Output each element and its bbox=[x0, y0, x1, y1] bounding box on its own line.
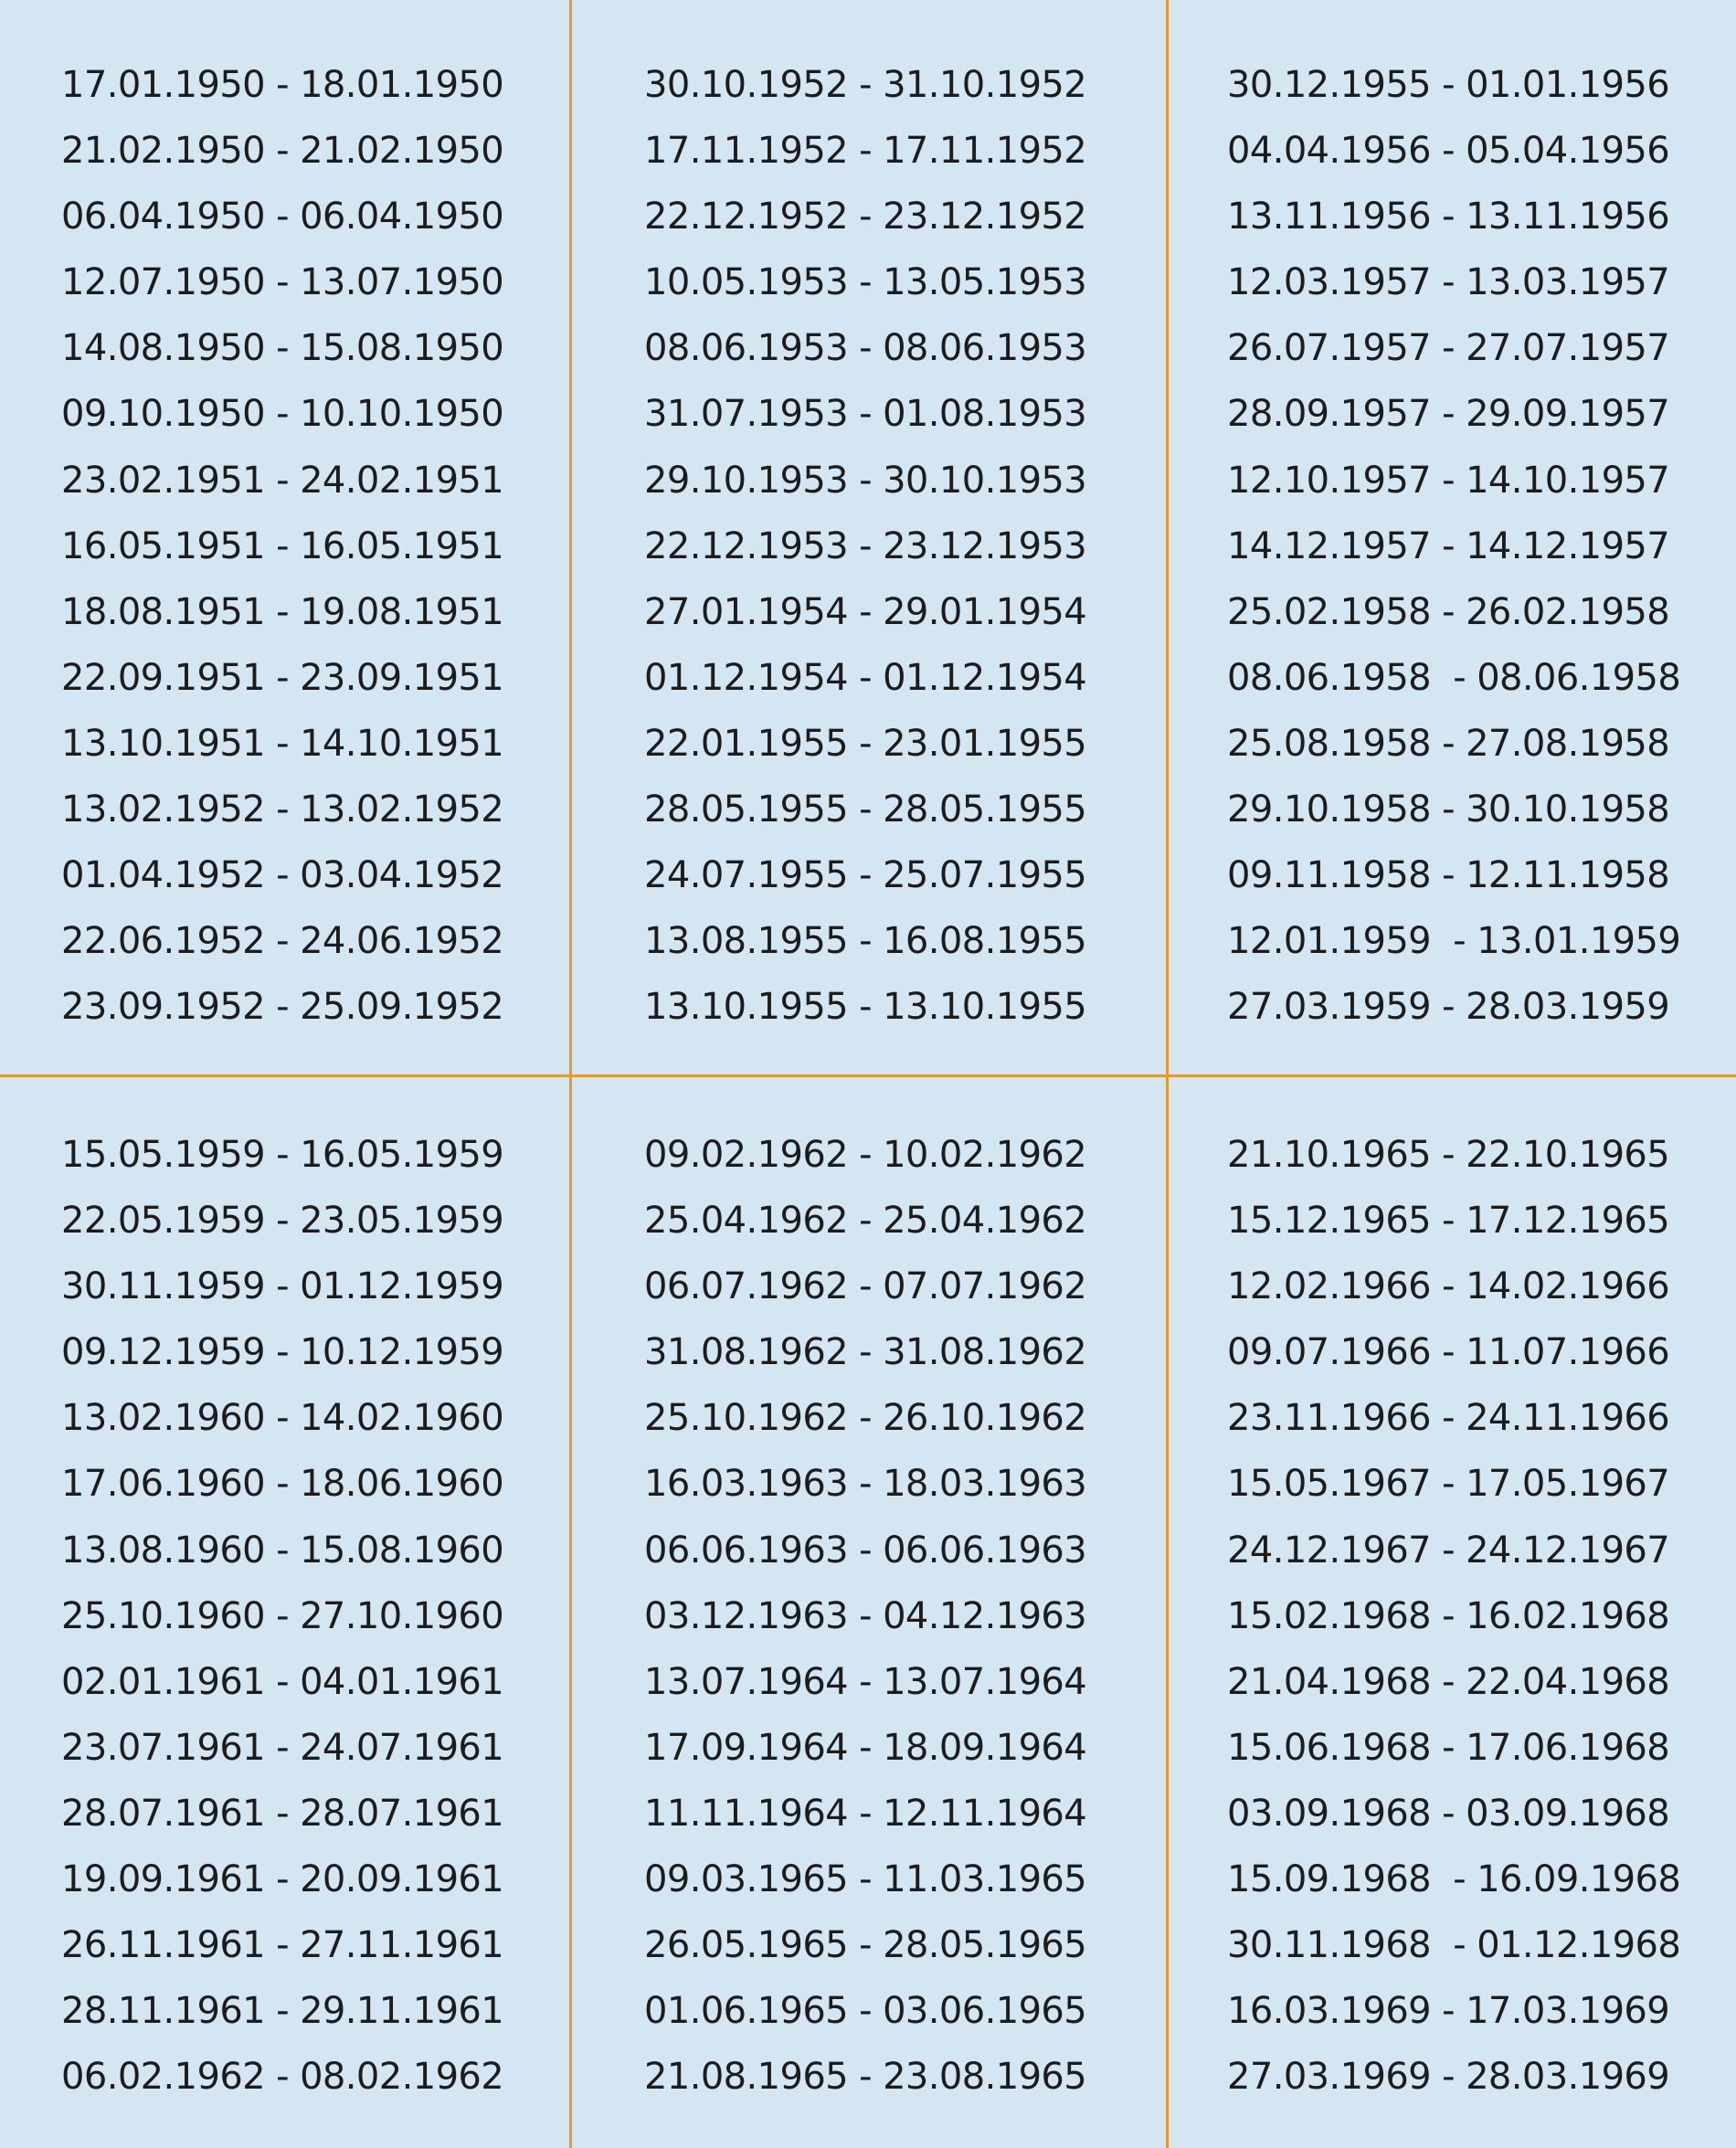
date-range-item: 22.09.1951 - 23.09.1951 bbox=[61, 656, 504, 699]
date-range-item: 04.04.1956 - 05.04.1956 bbox=[1227, 130, 1670, 173]
date-range-item: 22.12.1953 - 23.12.1953 bbox=[644, 524, 1087, 567]
date-range-item: 21.08.1965 - 23.08.1965 bbox=[644, 2056, 1087, 2099]
date-range-item: 26.05.1965 - 28.05.1965 bbox=[644, 1924, 1087, 1967]
date-range-item: 13.11.1956 - 13.11.1956 bbox=[1227, 196, 1670, 238]
date-range-item: 25.10.1962 - 26.10.1962 bbox=[644, 1397, 1087, 1440]
date-range-item: 22.06.1952 - 24.06.1952 bbox=[61, 920, 504, 963]
date-range-item: 27.03.1969 - 28.03.1969 bbox=[1227, 2056, 1670, 2099]
date-range-item: 02.01.1961 - 04.01.1961 bbox=[61, 1660, 504, 1703]
date-range-item: 13.02.1952 - 13.02.1952 bbox=[61, 788, 504, 831]
date-range-item: 27.03.1959 - 28.03.1959 bbox=[1227, 986, 1670, 1029]
date-range-item: 15.02.1968 - 16.02.1968 bbox=[1227, 1594, 1670, 1637]
date-range-item: 13.08.1960 - 15.08.1960 bbox=[61, 1529, 504, 1571]
date-range-item: 15.12.1965 - 17.12.1965 bbox=[1227, 1200, 1670, 1243]
date-range-item: 25.04.1962 - 25.04.1962 bbox=[644, 1200, 1087, 1243]
date-range-item: 17.09.1964 - 18.09.1964 bbox=[644, 1726, 1087, 1769]
date-range-item: 01.06.1965 - 03.06.1965 bbox=[644, 1990, 1087, 2033]
date-range-item: 15.06.1968 - 17.06.1968 bbox=[1227, 1726, 1670, 1769]
date-range-item: 12.01.1959 - 13.01.1959 bbox=[1227, 920, 1681, 963]
date-range-item: 11.11.1964 - 12.11.1964 bbox=[644, 1792, 1087, 1835]
date-range-item: 26.07.1957 - 27.07.1957 bbox=[1227, 327, 1670, 370]
date-range-item: 22.01.1955 - 23.01.1955 bbox=[644, 722, 1087, 765]
date-range-item: 28.11.1961 - 29.11.1961 bbox=[61, 1990, 504, 2033]
date-range-item: 06.02.1962 - 08.02.1962 bbox=[61, 2056, 504, 2099]
date-range-item: 24.07.1955 - 25.07.1955 bbox=[644, 854, 1087, 897]
date-range-item: 06.04.1950 - 06.04.1950 bbox=[61, 196, 504, 238]
date-range-item: 12.07.1950 - 13.07.1950 bbox=[61, 261, 504, 304]
date-range-item: 25.02.1958 - 26.02.1958 bbox=[1227, 590, 1670, 633]
date-range-item: 08.06.1953 - 08.06.1953 bbox=[644, 327, 1087, 370]
date-range-item: 14.08.1950 - 15.08.1950 bbox=[61, 327, 504, 370]
panel-bottom-left bbox=[61, 1122, 503, 2110]
date-range-item: 16.03.1963 - 18.03.1963 bbox=[644, 1463, 1087, 1506]
date-range-item: 16.03.1969 - 17.03.1969 bbox=[1227, 1990, 1670, 2033]
date-range-item: 31.07.1953 - 01.08.1953 bbox=[644, 393, 1087, 436]
panel-bottom-right bbox=[1227, 1122, 1680, 2110]
date-range-item: 13.08.1955 - 16.08.1955 bbox=[644, 920, 1087, 963]
date-range-item: 26.11.1961 - 27.11.1961 bbox=[61, 1924, 504, 1967]
date-range-item: 12.02.1966 - 14.02.1966 bbox=[1227, 1265, 1670, 1308]
date-range-item: 23.11.1966 - 24.11.1966 bbox=[1227, 1397, 1670, 1440]
date-range-item: 13.02.1960 - 14.02.1960 bbox=[61, 1397, 504, 1440]
date-range-item: 30.10.1952 - 31.10.1952 bbox=[644, 64, 1087, 106]
date-range-item: 22.12.1952 - 23.12.1952 bbox=[644, 196, 1087, 238]
date-range-item: 25.10.1960 - 27.10.1960 bbox=[61, 1594, 504, 1637]
date-range-item: 08.06.1958 - 08.06.1958 bbox=[1227, 656, 1681, 699]
date-range-item: 18.08.1951 - 19.08.1951 bbox=[61, 590, 504, 633]
date-range-item: 28.07.1961 - 28.07.1961 bbox=[61, 1792, 504, 1835]
date-range-item: 27.01.1954 - 29.01.1954 bbox=[644, 590, 1087, 633]
date-range-item: 09.03.1965 - 11.03.1965 bbox=[644, 1858, 1087, 1901]
date-range-item: 30.11.1968 - 01.12.1968 bbox=[1227, 1924, 1681, 1967]
date-range-item: 30.12.1955 - 01.01.1956 bbox=[1227, 64, 1670, 106]
date-range-item: 15.09.1968 - 16.09.1968 bbox=[1227, 1858, 1681, 1901]
date-range-item: 17.01.1950 - 18.01.1950 bbox=[61, 64, 504, 106]
date-range-item: 09.12.1959 - 10.12.1959 bbox=[61, 1331, 504, 1374]
date-range-item: 09.02.1962 - 10.02.1962 bbox=[644, 1134, 1087, 1176]
date-range-item: 23.02.1951 - 24.02.1951 bbox=[61, 459, 504, 502]
date-range-item: 17.11.1952 - 17.11.1952 bbox=[644, 130, 1087, 173]
panel-top-left bbox=[61, 52, 503, 1040]
date-range-item: 15.05.1967 - 17.05.1967 bbox=[1227, 1463, 1670, 1506]
date-range-item: 28.09.1957 - 29.09.1957 bbox=[1227, 393, 1670, 436]
date-range-item: 24.12.1967 - 24.12.1967 bbox=[1227, 1529, 1670, 1571]
date-range-item: 15.05.1959 - 16.05.1959 bbox=[61, 1134, 504, 1176]
date-range-item: 29.10.1958 - 30.10.1958 bbox=[1227, 788, 1670, 831]
date-range-item: 09.07.1966 - 11.07.1966 bbox=[1227, 1331, 1670, 1374]
date-range-item: 21.04.1968 - 22.04.1968 bbox=[1227, 1660, 1670, 1703]
date-range-item: 28.05.1955 - 28.05.1955 bbox=[644, 788, 1087, 831]
date-range-item: 09.11.1958 - 12.11.1958 bbox=[1227, 854, 1670, 897]
row-divider bbox=[0, 1074, 1736, 1077]
date-range-item: 13.10.1955 - 13.10.1955 bbox=[644, 986, 1087, 1029]
date-range-item: 06.07.1962 - 07.07.1962 bbox=[644, 1265, 1087, 1308]
date-range-item: 16.05.1951 - 16.05.1951 bbox=[61, 524, 504, 567]
date-range-item: 23.07.1961 - 24.07.1961 bbox=[61, 1726, 504, 1769]
date-range-item: 19.09.1961 - 20.09.1961 bbox=[61, 1858, 504, 1901]
panel-top-middle bbox=[644, 52, 1086, 1040]
date-range-item: 29.10.1953 - 30.10.1953 bbox=[644, 459, 1087, 502]
date-range-item: 13.10.1951 - 14.10.1951 bbox=[61, 722, 504, 765]
date-range-item: 23.09.1952 - 25.09.1952 bbox=[61, 986, 504, 1029]
date-range-item: 10.05.1953 - 13.05.1953 bbox=[644, 261, 1087, 304]
panel-bottom-middle bbox=[644, 1122, 1086, 2110]
date-range-item: 21.02.1950 - 21.02.1950 bbox=[61, 130, 504, 173]
date-range-item: 01.12.1954 - 01.12.1954 bbox=[644, 656, 1087, 699]
date-range-item: 17.06.1960 - 18.06.1960 bbox=[61, 1463, 504, 1506]
date-range-item: 21.10.1965 - 22.10.1965 bbox=[1227, 1134, 1670, 1176]
panel-top-right bbox=[1227, 52, 1680, 1040]
date-range-item: 31.08.1962 - 31.08.1962 bbox=[644, 1331, 1087, 1374]
date-range-item: 01.04.1952 - 03.04.1952 bbox=[61, 854, 504, 897]
date-range-item: 25.08.1958 - 27.08.1958 bbox=[1227, 722, 1670, 765]
date-range-item: 03.12.1963 - 04.12.1963 bbox=[644, 1594, 1087, 1637]
date-range-item: 30.11.1959 - 01.12.1959 bbox=[61, 1265, 504, 1308]
date-range-item: 09.10.1950 - 10.10.1950 bbox=[61, 393, 504, 436]
date-range-item: 12.10.1957 - 14.10.1957 bbox=[1227, 459, 1670, 502]
date-range-item: 14.12.1957 - 14.12.1957 bbox=[1227, 524, 1670, 567]
date-range-item: 13.07.1964 - 13.07.1964 bbox=[644, 1660, 1087, 1703]
date-range-item: 12.03.1957 - 13.03.1957 bbox=[1227, 261, 1670, 304]
date-range-item: 22.05.1959 - 23.05.1959 bbox=[61, 1200, 504, 1243]
date-range-item: 06.06.1963 - 06.06.1963 bbox=[644, 1529, 1087, 1571]
date-range-item: 03.09.1968 - 03.09.1968 bbox=[1227, 1792, 1670, 1835]
